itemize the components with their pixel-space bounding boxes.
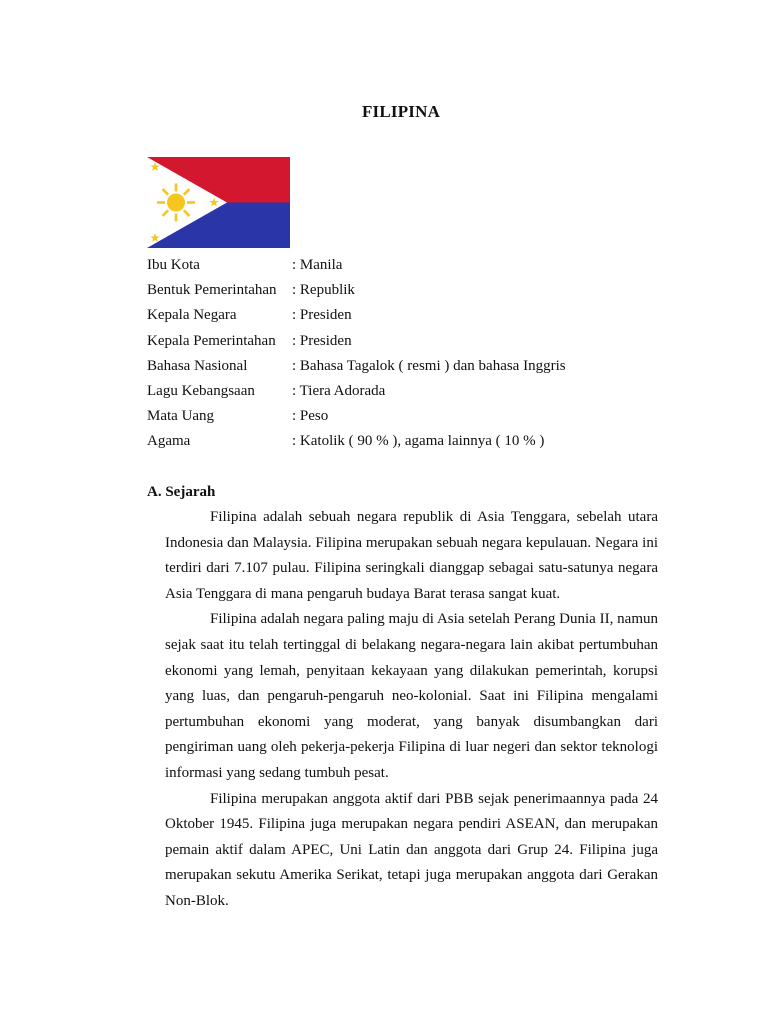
info-row-head-of-state (147, 303, 566, 328)
info-value: : Peso (292, 408, 329, 425)
info-row-religion (147, 429, 566, 454)
info-label: Bahasa Nasional (147, 357, 248, 374)
info-value: : Katolik ( 90 % ), agama lainnya ( 10 % ) (292, 433, 545, 450)
section-body (165, 505, 658, 915)
page-title: FILIPINA (361, 102, 441, 121)
paragraph: Filipina adalah sebuah negara republik di Asia Tenggara, sebelah utara Indonesia dan Malaysia. Filipina merupakan sebuah negara kepulauan. Negara ini terdiri dari 7.107 pulau. Filipina seringkali dianggap sebagai satu-satunya negara Asia Tenggara di mana pengaruh budaya Barat terasa sangat kuat. (165, 509, 658, 602)
paragraph: Filipina merupakan anggota aktif dari PBB sejak penerimaannya pada 24 Oktober 1945. Filipina juga merupakan negara pendiri ASEAN, dan merupakan pemain aktif dalam APEC, Uni Latin dan anggota dari Grup 24. Filipina juga merupakan sekutu Amerika Serikat, tetapi juga merupakan anggota dari Gerakan Non-Blok. (165, 790, 658, 909)
philippines-flag-icon (147, 157, 290, 248)
info-row-currency (147, 404, 566, 429)
section-heading: A. Sejarah (147, 484, 216, 500)
info-label: Agama (147, 433, 191, 450)
info-label: Lagu Kebangsaan (147, 382, 255, 399)
info-row-head-of-government (147, 329, 566, 354)
info-value: : Bahasa Tagalok ( resmi ) dan bahasa Inggris (292, 357, 566, 374)
info-row-capital (147, 253, 566, 278)
info-value: : Presiden (292, 307, 352, 324)
info-row-national-anthem (147, 379, 566, 404)
info-value: : Republik (292, 282, 355, 299)
country-info-table (147, 253, 566, 455)
info-label: Kepala Negara (147, 307, 237, 324)
info-value: : Tiera Adorada (292, 382, 386, 399)
info-value: : Presiden (292, 332, 352, 349)
info-label: Kepala Pemerintahan (147, 332, 276, 349)
info-label: Mata Uang (147, 408, 215, 425)
info-label: Bentuk Pemerintahan (147, 282, 277, 299)
info-row-government-form (147, 278, 566, 303)
info-label: Ibu Kota (147, 257, 200, 273)
info-row-national-language (147, 354, 566, 379)
info-value: : Manila (292, 257, 343, 273)
paragraph: Filipina adalah negara paling maju di Asia setelah Perang Dunia II, namun sejak saat itu telah tertinggal di belakang negara-negara lain akibat pertumbuhan ekonomi yang lemah, penyitaan kekayaan yang dilakukan pemerintah, korupsi yang luas, dan pengaruh-pengaruh neo-kolonial. Saat ini Filipina mengalami pertumbuhan ekonomi yang moderat, yang banyak disumbangkan dari pengiriman uang oleh pekerja-pekerja Filipina di luar negeri dan sektor teknologi informasi yang sedang tumbuh pesat. (165, 611, 658, 781)
